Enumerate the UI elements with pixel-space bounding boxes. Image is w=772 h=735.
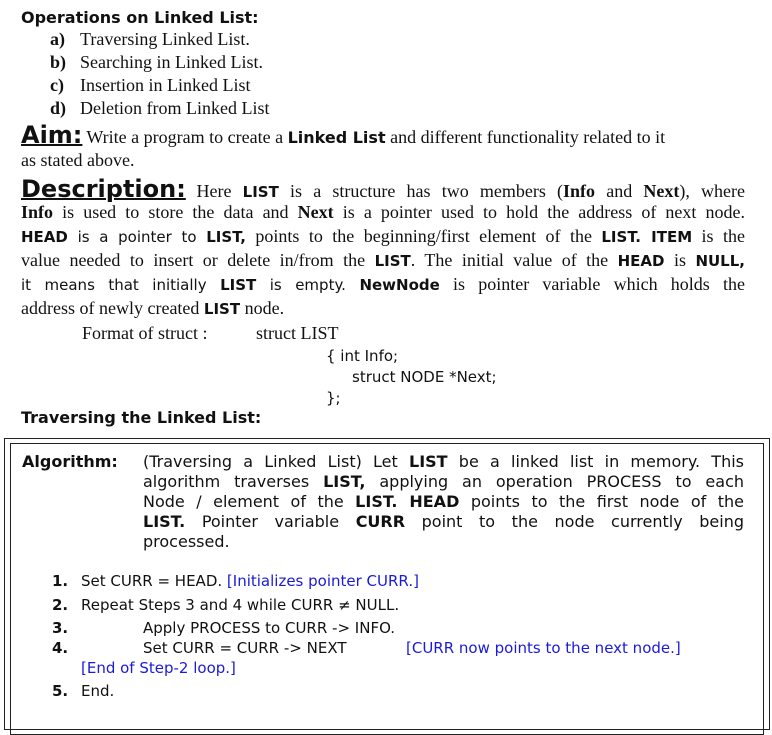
text: algorithm traverses	[143, 472, 324, 491]
step-number: 2.	[52, 596, 69, 614]
description-line-6	[21, 298, 284, 319]
bold-text: NULL,	[695, 252, 745, 270]
algorithm-desc-line-4	[143, 512, 744, 531]
algorithm-desc-line-5: processed.	[143, 532, 230, 551]
description-line-2	[21, 202, 745, 223]
description-heading: Description:	[21, 175, 186, 203]
text: points to the beginning/first element of the	[245, 226, 602, 246]
text: be a linked list in memory. This	[447, 452, 744, 471]
bold-text: HEAD	[617, 252, 665, 270]
aim-text: Write a program to create a	[86, 127, 288, 147]
aim-line-2: as stated above.	[21, 150, 135, 170]
step-4	[143, 639, 347, 657]
step-comment: [Initializes pointer CURR.]	[226, 572, 419, 590]
text: Here	[196, 181, 243, 201]
bold-text: LIST	[242, 183, 279, 201]
list-item: Insertion in Linked List	[80, 75, 251, 95]
bold-text: LIST	[220, 276, 257, 294]
aim-line-1	[21, 121, 745, 149]
text: point to the node currently being	[405, 512, 744, 531]
bold-text: CURR	[355, 512, 406, 531]
algorithm-desc-line-2	[143, 472, 744, 491]
text: is	[664, 250, 696, 270]
step-1	[81, 572, 419, 590]
text: value needed to insert or delete in/from the	[21, 250, 375, 270]
step-number: 1.	[52, 572, 69, 590]
bold-text: LIST.	[355, 492, 398, 511]
bold-text: HEAD	[21, 228, 68, 246]
text: and	[595, 181, 644, 201]
text: Node / element of the	[143, 492, 356, 511]
aim-bold: Linked List	[287, 128, 386, 147]
bold-text: LIST	[409, 452, 448, 471]
step-text: Set CURR = CURR -> NEXT	[143, 639, 347, 657]
text: is empty.	[256, 276, 360, 294]
aim-heading: Aim:	[21, 121, 83, 149]
bold-text: Next	[643, 181, 680, 201]
list-marker: b)	[50, 52, 67, 72]
description-line-5	[21, 274, 745, 295]
text: is pointer variable which holds the	[439, 274, 745, 294]
bold-text: NewNode	[359, 276, 440, 294]
bold-text: Next	[297, 202, 334, 222]
text: is a structure has two members (	[278, 181, 564, 201]
step-text: Set CURR = HEAD.	[81, 572, 223, 590]
list-marker: d)	[50, 98, 67, 118]
text: is used to store the data and	[53, 202, 298, 222]
text: ), where	[679, 181, 746, 201]
step-number: 4.	[52, 639, 69, 657]
bold-text: Info	[563, 181, 596, 201]
struct-open: { int Info;	[326, 347, 399, 365]
text: is a pointer used to hold the address of next node.	[333, 202, 745, 222]
description-line-3	[21, 226, 745, 247]
description-line-4	[21, 250, 745, 271]
bold-text: LIST.	[601, 228, 641, 246]
aim-text: and different functionality related to it	[385, 127, 666, 147]
bold-text: LIST.	[143, 512, 186, 531]
text: applying an operation PROCESS to each	[365, 472, 744, 491]
step-number: 3.	[52, 619, 69, 637]
step-comment: [CURR now points to the next node.]	[406, 639, 681, 657]
list-item: Traversing Linked List.	[80, 29, 250, 49]
text: points to the first node of the	[459, 492, 745, 511]
text: Pointer variable	[185, 512, 356, 531]
list-marker: c)	[50, 75, 64, 95]
step-5: End.	[81, 682, 115, 700]
algorithm-desc-line-3	[143, 492, 744, 511]
text: is a pointer to	[67, 228, 207, 246]
page-title: Operations on Linked List:	[21, 8, 259, 27]
traversing-heading: Traversing the Linked List:	[21, 408, 262, 427]
algorithm-desc-line-1	[143, 452, 744, 471]
algorithm-label: Algorithm:	[22, 452, 118, 471]
list-item: Searching in Linked List.	[80, 52, 263, 72]
text: (Traversing a Linked List) Let	[143, 452, 409, 471]
text: address of newly created	[21, 298, 204, 318]
struct-close: };	[326, 389, 341, 407]
description-line-1	[21, 175, 745, 203]
struct-format-label: Format of struct :	[82, 323, 208, 343]
list-marker: a)	[50, 29, 65, 49]
struct-member: struct NODE *Next;	[352, 368, 497, 386]
bold-text: LIST,	[323, 472, 366, 491]
text: is the	[692, 226, 745, 246]
text: it means that initially	[21, 276, 221, 294]
bold-text: HEAD	[397, 492, 460, 511]
step-3: Apply PROCESS to CURR -> INFO.	[143, 619, 396, 637]
struct-declaration: struct LIST	[256, 323, 339, 343]
step-2: Repeat Steps 3 and 4 while CURR ≠ NULL.	[81, 596, 400, 614]
bold-text: LIST	[203, 300, 241, 318]
list-item: Deletion from Linked List	[80, 98, 270, 118]
text: node.	[240, 298, 285, 318]
text: . The initial value of the	[410, 250, 618, 270]
step-number: 5.	[52, 682, 69, 700]
bold-text: LIST	[374, 252, 411, 270]
bold-text: Info	[21, 202, 54, 222]
bold-text: LIST,	[206, 228, 246, 246]
bold-text: ITEM	[640, 228, 693, 246]
end-loop-comment: [End of Step-2 loop.]	[81, 659, 236, 677]
